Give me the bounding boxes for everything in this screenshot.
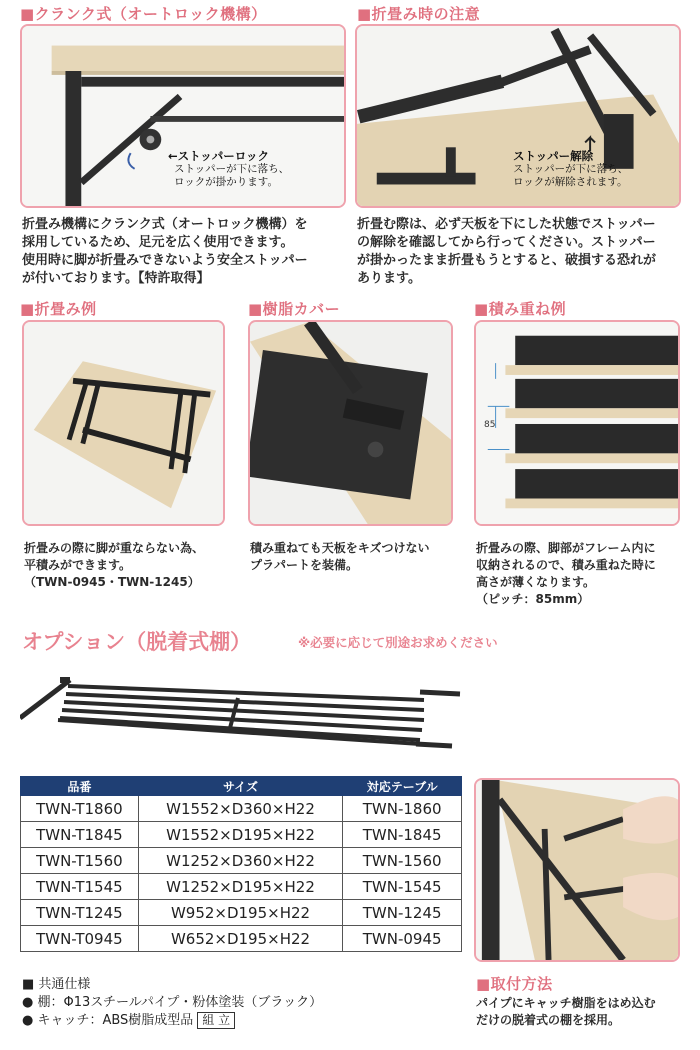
table-header-row (21, 777, 462, 796)
resin-cover-title: ■樹脂カバー (248, 300, 341, 318)
cell-size: W1552×D360×H22 (138, 796, 343, 822)
folding-text-line: 折畳みの際に脚が重ならない為、 (24, 541, 205, 555)
col-header-size: サイズ (138, 777, 343, 796)
crank-text-line: が付いております。【特許取得】 (22, 271, 210, 286)
table-row (21, 848, 462, 874)
stacking-example-title: ■積み重ね例 (474, 300, 567, 318)
caution-text-line: あります。 (357, 271, 421, 286)
mounting-text-line: パイプにキャッチ樹脂をはめ込む (476, 996, 656, 1010)
folding-text-line: 平積みができます。 (24, 558, 132, 572)
col-header-product-code: 品番 (21, 777, 139, 796)
stopper-release-title: ストッパー解除 (513, 149, 594, 163)
resin-cover-photo (248, 320, 453, 526)
folding-caution-title: ■折畳み時の注意 (357, 5, 481, 23)
stacking-example-photo (474, 320, 680, 526)
cell-product-code: TWN-T1560 (21, 848, 139, 874)
table-row (21, 900, 462, 926)
stopper-lock-line: ロックが掛かります。 (174, 176, 278, 188)
assembly-badge: 組 立 (197, 1012, 235, 1029)
mounting-photo (474, 778, 680, 962)
crank-text-line: 採用しているため、足元を広く使用できます。 (22, 235, 294, 250)
stopper-lock-callout (168, 150, 289, 189)
caution-text-line: の解除を確認してから行ってください。ストッパー (357, 235, 656, 250)
col-header-compatible-table: 対応テーブル (343, 777, 462, 796)
caution-text-line: 折畳む際は、必ず天板を下にした状態でストッパー (357, 217, 656, 232)
common-spec (22, 976, 322, 1030)
crank-text-line: 折畳み機構にクランク式（オートロック機構）を (22, 217, 308, 232)
stopper-lock-title: ←ストッパーロック (168, 149, 270, 163)
cell-compatible-table: TWN-1245 (343, 900, 462, 926)
mounting-method-title: ■取付方法 (476, 975, 553, 993)
option-spec-table (20, 776, 462, 952)
stopper-release-line: ロックが解除されます。 (513, 176, 628, 188)
cell-compatible-table: TWN-0945 (343, 926, 462, 952)
stacking-example-description (476, 540, 656, 608)
cell-size: W952×D195×H22 (138, 900, 343, 926)
folding-example-title: ■折畳み例 (20, 300, 97, 318)
cell-product-code: TWN-T1245 (21, 900, 139, 926)
cell-product-code: TWN-T1545 (21, 874, 139, 900)
resin-text-line: 積み重ねても天板をキズつけない (250, 541, 430, 555)
table-row (21, 796, 462, 822)
table-row (21, 926, 462, 952)
detachable-shelf-illustration (20, 672, 470, 758)
folding-example-description (24, 540, 204, 591)
cell-compatible-table: TWN-1860 (343, 796, 462, 822)
folding-example-photo (22, 320, 225, 526)
stacking-text-line: （ピッチ：85mm） (476, 592, 590, 606)
stacking-text-line: 収納されるので、積み重ねた時に (476, 558, 656, 572)
crank-text-line: 使用時に脚が折畳みできないよう安全ストッパー (22, 253, 308, 268)
stacking-text-line: 折畳みの際、脚部がフレーム内に (476, 541, 656, 555)
cell-size: W652×D195×H22 (138, 926, 343, 952)
cell-compatible-table: TWN-1545 (343, 874, 462, 900)
stacking-text-line: 高さが薄くなります。 (476, 575, 596, 589)
option-note: ※必要に応じて別途お求めください (298, 635, 498, 650)
option-title: オプション（脱着式棚） (22, 630, 252, 654)
crank-description (22, 216, 308, 288)
mounting-text-line: だけの脱着式の棚を採用。 (476, 1013, 621, 1027)
common-spec-title: ■ 共通仕様 (22, 977, 91, 992)
folding-caution-description (357, 216, 656, 288)
cell-size: W1252×D195×H22 (138, 874, 343, 900)
stopper-lock-line: ストッパーが下に落ち、 (174, 163, 290, 175)
cell-product-code: TWN-T0945 (21, 926, 139, 952)
stopper-release-line: ストッパーが下に落ち、 (513, 163, 629, 175)
cell-size: W1552×D195×H22 (138, 822, 343, 848)
table-row (21, 874, 462, 900)
cell-compatible-table: TWN-1845 (343, 822, 462, 848)
pitch-dimension-label: 85 (484, 420, 496, 430)
cell-size: W1252×D360×H22 (138, 848, 343, 874)
mounting-description (476, 995, 656, 1029)
resin-text-line: プラパートを装備。 (250, 558, 359, 572)
common-spec-line: ● 棚：Φ13スチールパイプ・粉体塗装（ブラック） (22, 995, 323, 1010)
common-spec-line: ● キャッチ：ABS樹脂成型品 (22, 1013, 194, 1028)
cell-product-code: TWN-T1845 (21, 822, 139, 848)
caution-text-line: が掛かったまま折畳もうとすると、破損する恐れが (357, 253, 657, 268)
cell-compatible-table: TWN-1560 (343, 848, 462, 874)
table-row (21, 822, 462, 848)
crank-section-title: ■クランク式（オートロック機構） (20, 5, 267, 23)
stopper-release-callout (513, 150, 628, 189)
resin-cover-description (250, 540, 429, 574)
cell-product-code: TWN-T1860 (21, 796, 139, 822)
folding-text-line: （TWN-0945・TWN-1245） (24, 575, 200, 589)
